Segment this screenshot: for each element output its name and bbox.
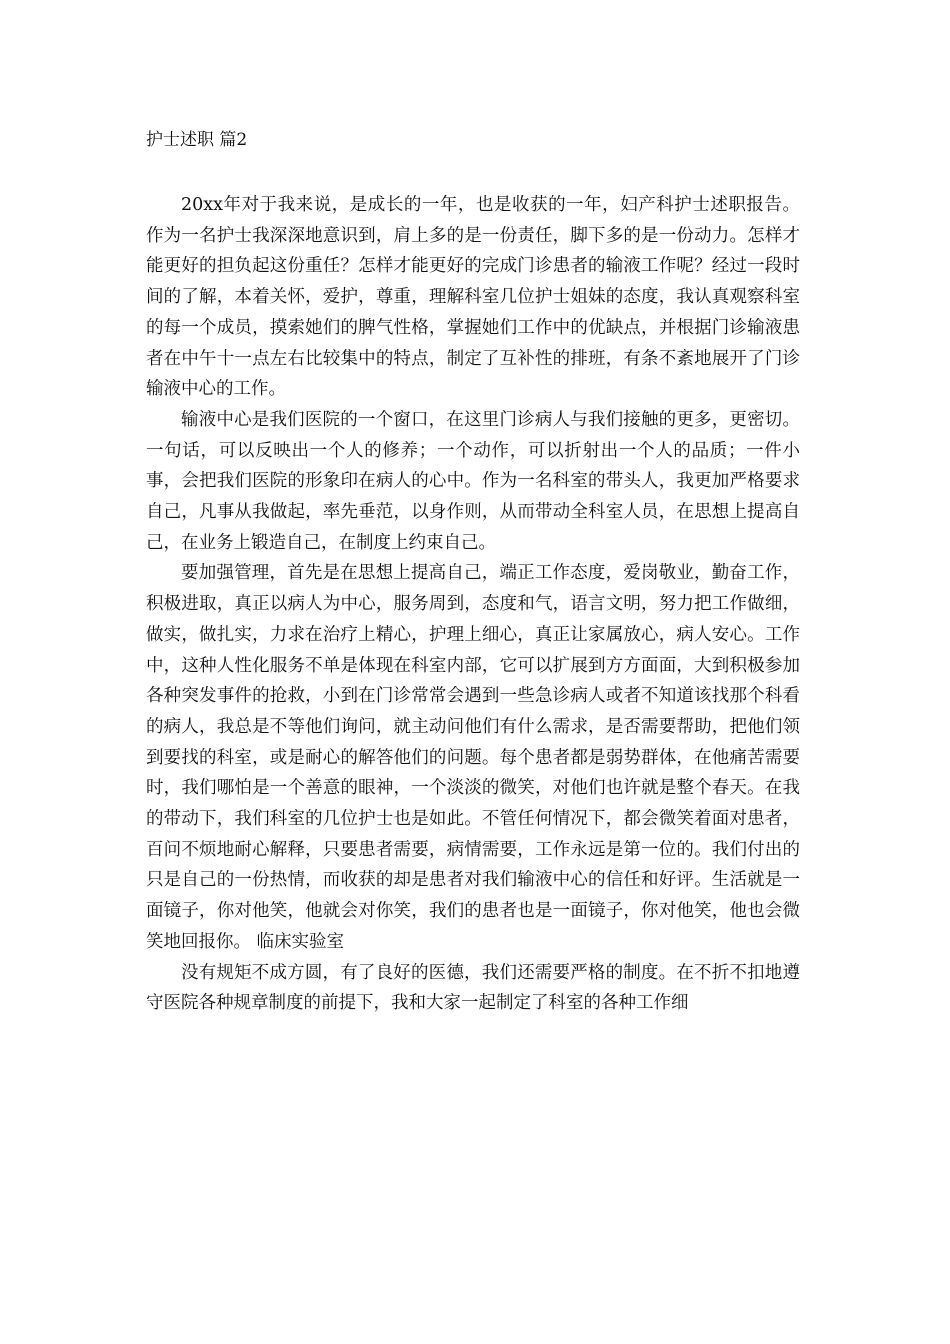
paragraph-4: 没有规矩不成方圆，有了良好的医德，我们还需要严格的制度。在不折不扣地遵守医院各种规章制度的前提下，我和大家一起制定了科室的各种工作细: [146, 962, 800, 1014]
document-body: [146, 190, 800, 1019]
paragraph-2: 输液中心是我们医院的一个窗口，在这里门诊病人与我们接触的更多，更密切。 一句话，可以反映出一个人的修养；一个动作，可以折射出一个人的品质；一件小事，会把我们医院的形象印在病人的心中。作为一名科室的带头人，我更加严格要求自己，凡事从我做起，率先垂范，以身作则，从而带动全科室人员，在思想上提高自己，在业务上锻造自己，在制度上约束自己。: [146, 409, 800, 553]
document-title: 护士述职 篇2: [146, 130, 248, 150]
paragraph-3: 要加强管理，首先是在思想上提高自己，端正工作态度，爱岗敬业，勤奋工作，积极进取，真正以病人为中心，服务周到，态度和气，语言文明，努力把工作做细，做实，做扎实，力求在治疗上精心，护理上细心，真正让家属放心，病人安心。工作中，这种人性化服务不单是体现在科室内部，它可以扩展到方方面面，大到积极参加各种突发事件的抢救，小到在门诊常常会遇到一些急诊病人或者不知道该找那个科看的病人，我总是不等他们询问，就主动问他们有什么需求，是否需要帮助，把他们领到要找的科室，或是耐心的解答他们的问题。每个患者都是弱势群体，在他痛苦需要时，我们哪怕是一个善意的眼神，一个淡淡的微笑，对他们也许就是整个春天。在我的带动下，我们科室的几位护士也是如此。不管任何情况下，都会微笑着面对患者，百问不烦地耐心解释，只要患者需要，病情需要，工作永远是第一位的。我们付出的只是自己的一份热情，而收获的却是患者对我们输液中心的信任和好评。生活就是一面镜子，你对他笑，他就会对你笑，我们的患者也是一面镜子，你对他笑，他也会微笑地回报你。 临床实验室: [146, 563, 800, 952]
paragraph-1: 20xx年对于我来说，是成长的一年，也是收获的一年，妇产科护士述职报告。作为一名护士我深深地意识到，肩上多的是一份责任，脚下多的是一份动力。怎样才能更好的担负起这份重任？怎样才能更好的完成门诊患者的输液工作呢？经过一段时间的了解，本着关怀，爱护，尊重，理解科室几位护士姐妹的态度，我认真观察科室的每一个成员，摸索她们的脾气性格，掌握她们工作中的优缺点，并根据门诊输液患者在中午十一点左右比较集中的特点，制定了互补性的排班，有条不紊地展开了门诊输液中心的工作。: [146, 195, 800, 400]
